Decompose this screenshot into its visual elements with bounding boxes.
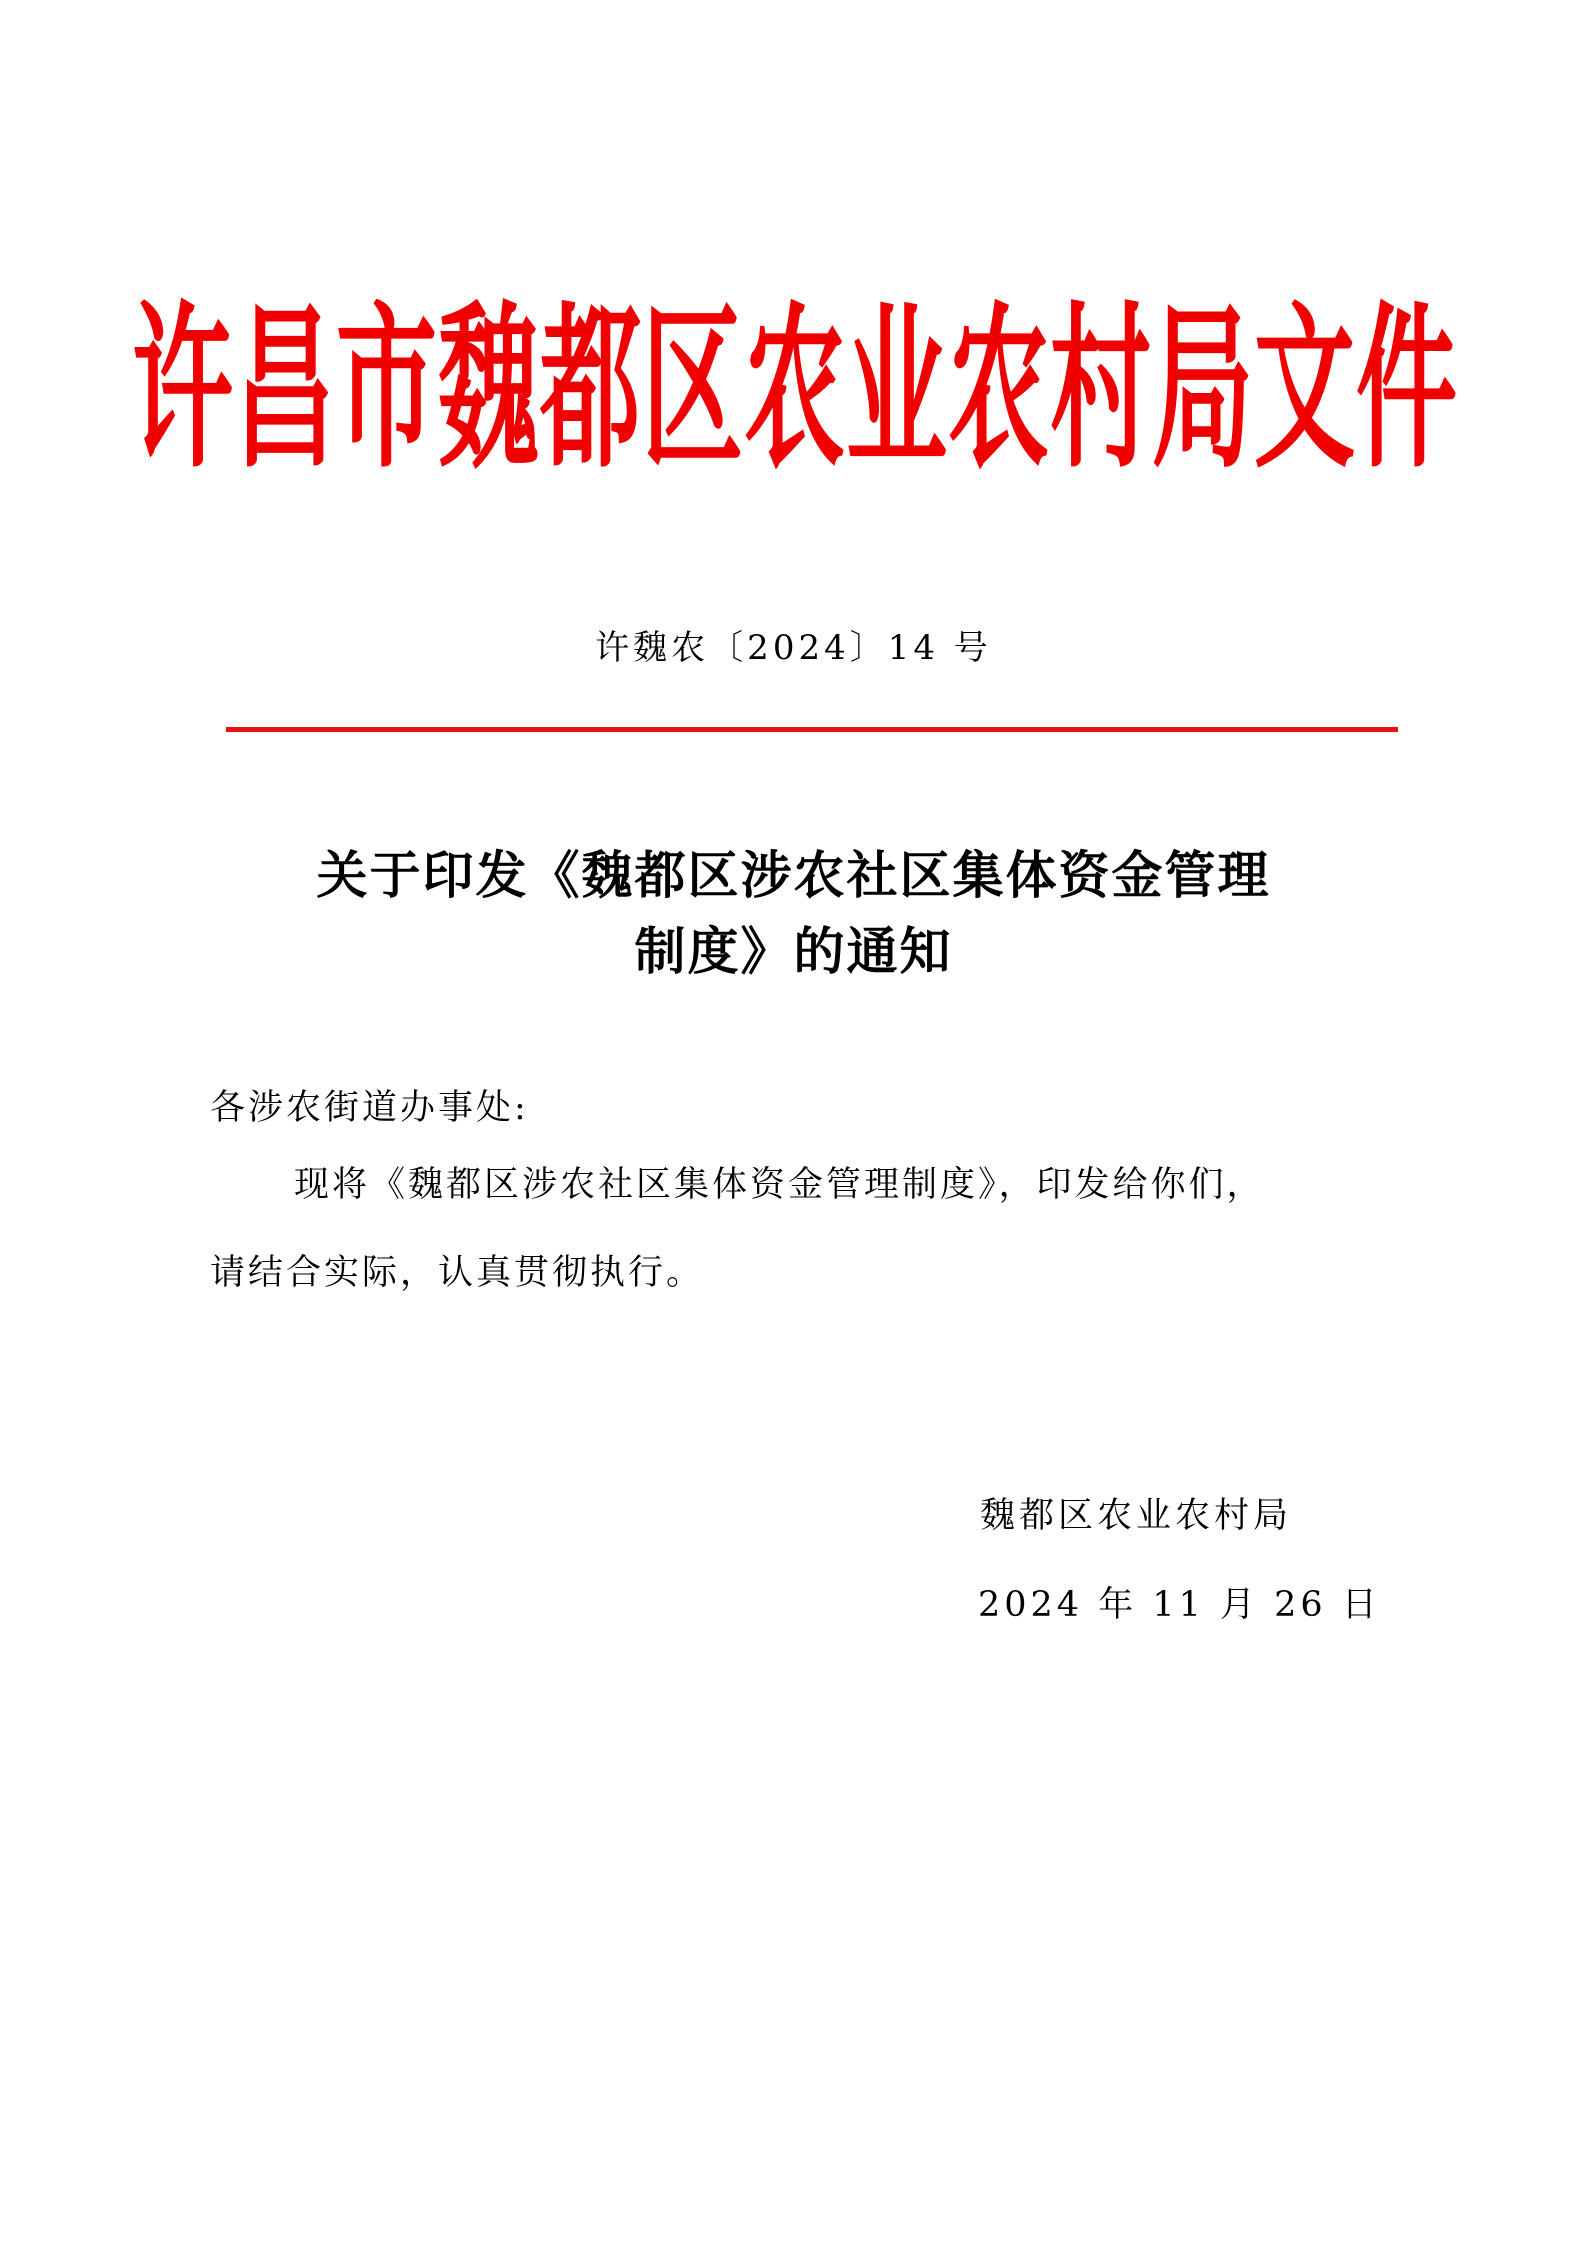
notice-title-line-2: 制度》的通知 <box>634 922 953 982</box>
signature-date: 2024 年 11 月 26 日 <box>978 1585 1381 1625</box>
body-text-line-1: 现将《魏都区涉农社区集体资金管理制度》，印发给你们， <box>294 1165 1265 1205</box>
signature-organization: 魏都区农业农村局 <box>980 1496 1293 1536</box>
notice-title-line-1: 关于印发《魏都区涉农社区集体资金管理 <box>316 846 1271 906</box>
body-text-line-2: 请结合实际，认真贯彻执行。 <box>210 1253 705 1293</box>
addressee: 各涉农街道办事处: <box>210 1088 529 1128</box>
document-header-title: 许昌市魏都区农业农村局文件 <box>132 284 1459 492</box>
document-number: 许魏农〔2024〕14 号 <box>595 628 992 668</box>
notice-title <box>0 838 1587 990</box>
red-divider-line <box>226 727 1398 732</box>
